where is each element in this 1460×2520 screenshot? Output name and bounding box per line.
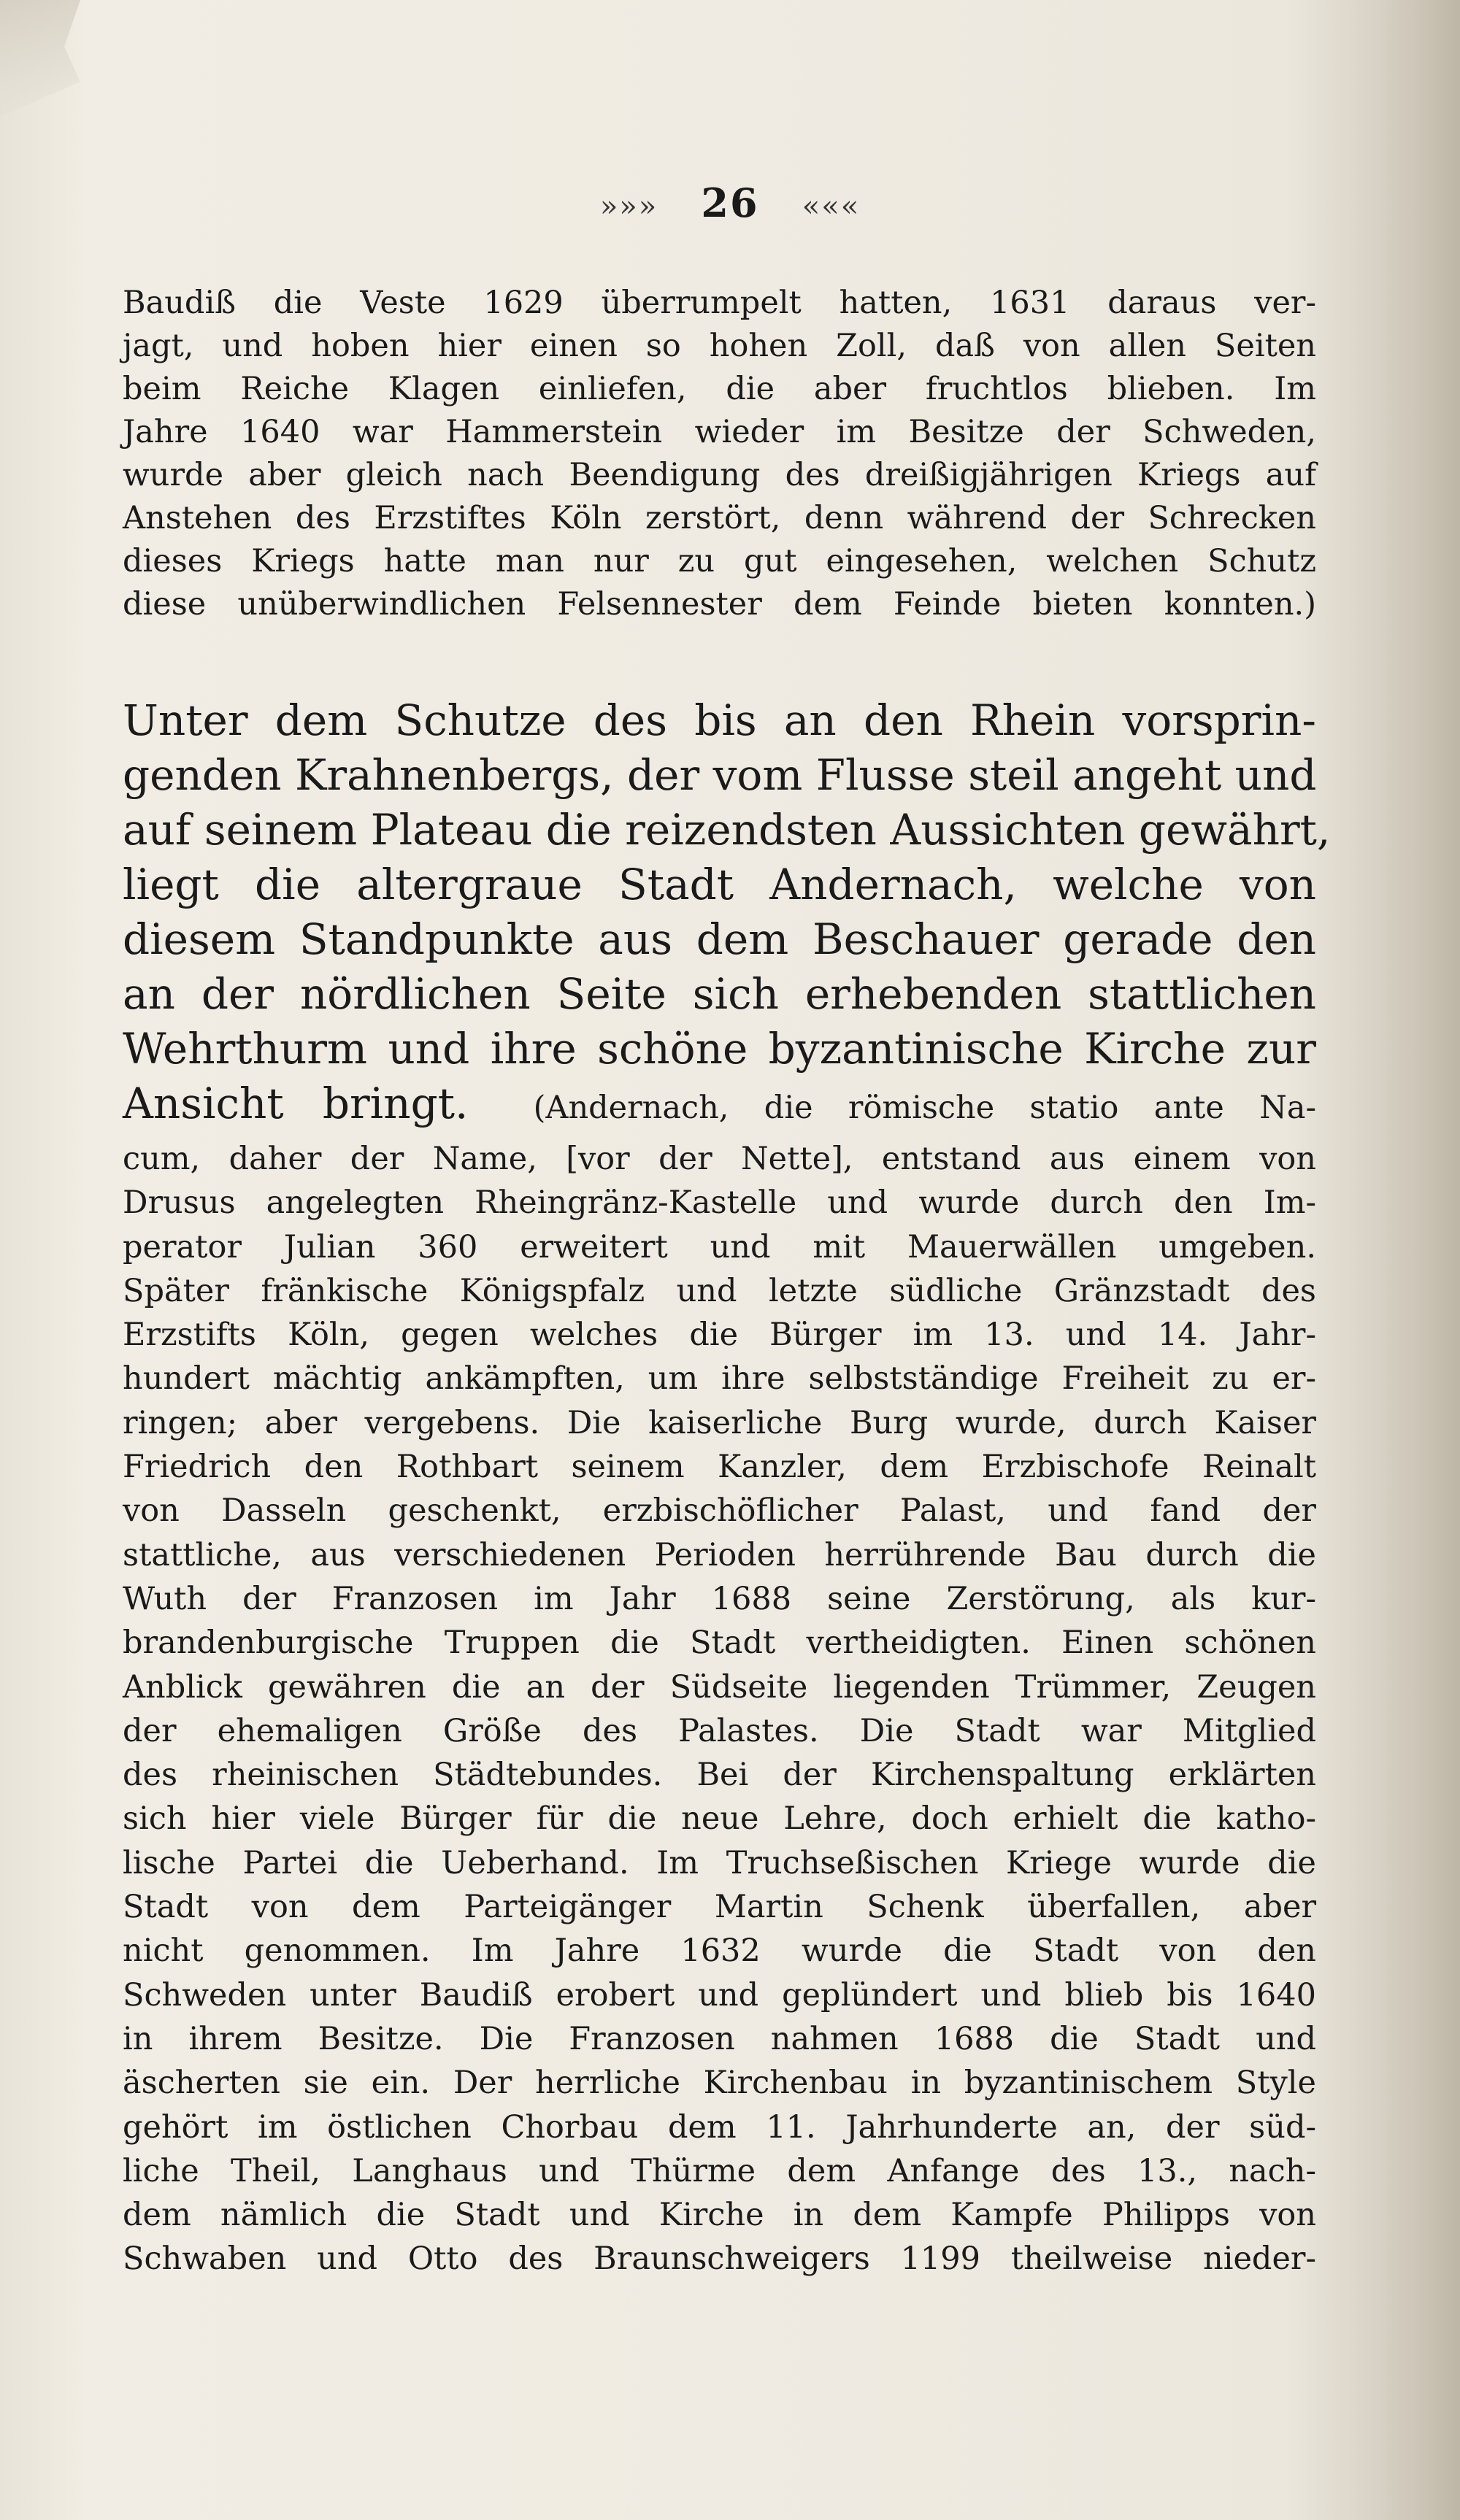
- text-line: dem nämlich die Stadt und Kirche in dem Kampfe Philipps von: [123, 2197, 1316, 2234]
- text-line: beim Reiche Klagen einliefen, die aber fruchtlos blieben. Im: [123, 371, 1316, 407]
- page-header: [0, 180, 1460, 226]
- text-line: in ihrem Besitze. Die Franzosen nahmen 1688 die Stadt und: [123, 2020, 1316, 2057]
- text-line: cum, daher der Name, [vor der Nette], entstand aus einem von: [123, 1141, 1316, 1177]
- text-line: äscherten sie ein. Der herrliche Kirchenbau in byzantinischem Style: [123, 2065, 1316, 2102]
- text-line: Jahre 1640 war Hammerstein wieder im Besitze der Schweden,: [123, 414, 1316, 450]
- text-line: sich hier viele Bürger für die neue Lehre, doch erhielt die katho-: [123, 1800, 1316, 1838]
- intro-paragraph: [123, 282, 1316, 626]
- text-line: Wehrthurm und ihre schöne byzantinische Kirche zur: [123, 1024, 1316, 1074]
- text-line: Schwaben und Otto des Braunschweigers 1199 theilweise nieder-: [123, 2240, 1316, 2278]
- text-line: an der nördlichen Seite sich erhebenden stattlichen: [123, 969, 1316, 1019]
- text-line: auf seinem Plateau die reizendsten Aussichten gewährt,: [123, 805, 1331, 855]
- text-line: Stadt von dem Parteigänger Martin Schenk überfallen, aber: [123, 1889, 1316, 1926]
- text-line: liche Theil, Langhaus und Thürme dem Anfange des 13., nach-: [123, 2152, 1316, 2189]
- text-line: Später fränkische Königspfalz und letzte südliche Gränzstadt des: [123, 1272, 1316, 1309]
- ornament-left: »»»: [599, 190, 658, 223]
- text-line: diesem Standpunkte aus dem Beschauer gerade den: [123, 914, 1316, 964]
- text-line: der ehemaligen Größe des Palastes. Die Stadt war Mitglied: [123, 1712, 1316, 1749]
- text-line: brandenburgische Truppen die Stadt vertheidigten. Einen schönen: [123, 1625, 1316, 1662]
- text-line: gehört im östlichen Chorbau dem 11. Jahrhunderte an, der süd-: [123, 2108, 1316, 2146]
- text-line: Unter dem Schutze des bis an den Rhein vorsprin-: [123, 695, 1316, 745]
- text-line: Wuth der Franzosen im Jahr 1688 seine Zerstörung, als kur-: [123, 1580, 1316, 1617]
- text-line: diese unüberwindlichen Felsennester dem Feinde bieten konnten.): [123, 586, 1316, 623]
- text-line: jagt, und hoben hier einen so hohen Zoll, daß von allen Seiten: [123, 328, 1316, 364]
- text-line: Erzstifts Köln, gegen welches die Bürger im 13. und 14. Jahr-: [123, 1317, 1316, 1354]
- torn-corner: [0, 0, 80, 117]
- text-line: Drusus angelegten Rheingränz-Kastelle und wurde durch den Im-: [123, 1184, 1316, 1222]
- text-line: des rheinischen Städtebundes. Bei der Kirchenspaltung erklärten: [123, 1757, 1316, 1794]
- main-paragraph: [123, 693, 1331, 1136]
- page-number: 26: [701, 180, 759, 226]
- text-line: lische Partei die Ueberhand. Im Truchseßischen Kriege wurde die: [123, 1844, 1316, 1881]
- text-line: von Dasseln geschenkt, erzbischöflicher Palast, und fand der: [123, 1492, 1316, 1530]
- text-line: ringen; aber vergebens. Die kaiserliche Burg wurde, durch Kaiser: [123, 1404, 1316, 1441]
- text-line: stattliche, aus verschiedenen Perioden herrührende Bau durch die: [123, 1536, 1316, 1573]
- body-paragraph: [123, 1137, 1316, 2281]
- text-line: Anblick gewähren die an der Südseite liegenden Trümmer, Zeugen: [123, 1668, 1316, 1706]
- text-line: Anstehen des Erzstiftes Köln zerstört, denn während der Schrecken: [123, 500, 1316, 536]
- text-line: genden Krahnenbergs, der vom Flusse steil angeht und: [123, 750, 1317, 800]
- main-last-large: Ansicht bringt.: [123, 1079, 469, 1128]
- ornament-right: «««: [802, 190, 861, 223]
- page-edge-shadow: [1380, 0, 1460, 2520]
- mixed-line: [123, 1076, 1316, 1136]
- text-line: hundert mächtig ankämpften, um ihre selbstständige Freiheit zu er-: [123, 1360, 1316, 1398]
- text-line: Friedrich den Rothbart seinem Kanzler, dem Erzbischofe Reinalt: [123, 1449, 1316, 1486]
- text-line: liegt die altergraue Stadt Andernach, welche von: [123, 860, 1316, 909]
- text-line: perator Julian 360 erweitert und mit Mauerwällen umgeben.: [123, 1228, 1316, 1265]
- main-last-small: (Andernach, die römische statio ante Na-: [533, 1090, 1316, 1126]
- text-line: Schweden unter Baudiß erobert und geplündert und blieb bis 1640: [123, 1976, 1316, 2014]
- text-line: dieses Kriegs hatte man nur zu gut eingesehen, welchen Schutz: [123, 543, 1316, 579]
- text-line: wurde aber gleich nach Beendigung des dreißigjährigen Kriegs auf: [123, 457, 1316, 493]
- text-line: nicht genommen. Im Jahre 1632 wurde die Stadt von den: [123, 1933, 1316, 1970]
- text-line: Baudiß die Veste 1629 überrumpelt hatten, 1631 daraus ver-: [123, 285, 1316, 321]
